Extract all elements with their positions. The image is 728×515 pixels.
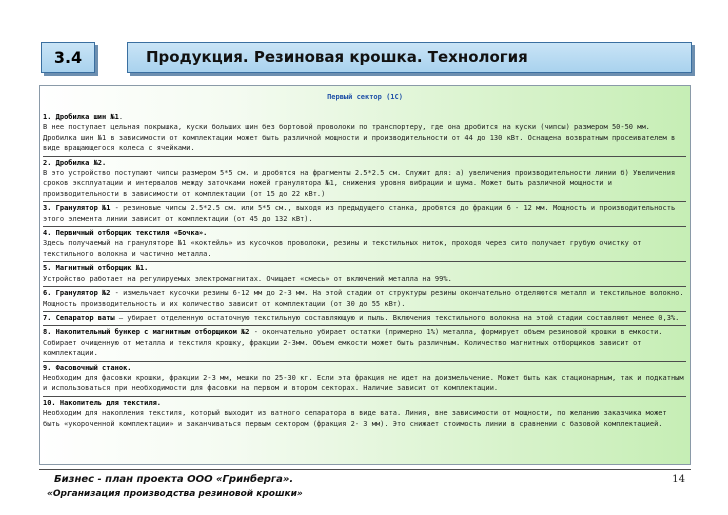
equipment-list — [43, 111, 686, 431]
list-item — [43, 202, 686, 227]
page-title: Продукция. Резиновая крошка. Технология — [146, 48, 528, 66]
item-inline-text: - измельчает кусочки резины 6-12 мм до 2-3 мм. На этой стадии от структуры резины окончательно отделяются металл и текстильное волокно. Мощность производительность и их количество зависит от комплектации (от 30 до 55 кВт). — [43, 289, 684, 308]
list-item — [43, 111, 686, 157]
section-number — [41, 42, 95, 73]
list-item — [43, 227, 686, 262]
item-body: В это устройство поступают чипсы размером 5*5 см. и дробятся на фрагменты 2.5*2.5 см. Служит для: а) увеличения производительности линии б) Увеличения сроков эксплуатации и интервалов между заточками ножей гранулятора №1, снижения уровня вибрации и шума. Может быть различной мощности и производительности в зависимости от комплектации (от 15 до 22 кВт.) — [43, 169, 676, 198]
list-item — [43, 287, 686, 312]
item-heading: 2. Дробилка №2. — [43, 158, 107, 167]
item-body: В нее поступает цельная покрышка, куски больших шин без бортовой проволоки по транспортеру, где она дробится на куски (чипсы) размером 50-50 мм. Дробилка шин №1 в зависимости от комплектации может быть различной мощности и производительности от 44 до 130 кВт. Оснащена возвратным просеивателем в виде вращающегося колеса с ячейками. — [43, 123, 676, 153]
list-item — [43, 326, 686, 361]
footer-divider — [39, 469, 691, 470]
list-item — [43, 362, 686, 397]
item-inline-text: - резиновые чипсы 2.5*2.5 см. или 5*5 см., выходя из предыдущего станка, дробятся до фракции 6 - 12 мм. Мощность и производительность этого элемента линии зависит от комплектации (от 45 до 132 кВт). — [43, 204, 676, 223]
item-inline-text: . — [118, 113, 124, 121]
content-panel — [39, 85, 691, 465]
list-item — [43, 397, 686, 431]
list-item — [43, 312, 686, 326]
item-heading: 5. Магнитный отборщик №1. — [43, 264, 149, 273]
item-heading: 3. Гранулятор №1 — [43, 204, 111, 213]
item-heading: 1. Дробилка шин №1 — [43, 113, 119, 121]
page-header — [127, 42, 692, 73]
item-body: Устройство работает на регулируемых электромагнитах. Очищает «смесь» от включений металла на 99%. — [43, 274, 452, 283]
sector-title: Первый сектор (1С) — [327, 93, 403, 101]
item-heading: 9. Фасовочный станок. — [43, 363, 132, 372]
item-heading: 7. Сепаратор ваты — [43, 313, 115, 322]
section-number-label: 3.4 — [53, 48, 83, 67]
list-item — [43, 262, 686, 287]
item-inline-text: - окончательно убирает остатки (примерно 1%) металла, формирует объем резиновой крошки в емкости. Собирает очищенную от металла и текстиля крошку, фракции 2-3мм. Объем емкости может быть различным. Количество магнитных отборщиков зависит от комплектации. — [43, 328, 663, 358]
item-heading: 4. Первичный отборщик текстиля «Бочка». — [43, 229, 208, 238]
item-heading: 8. Накопительный бункер с магнитным отборщиком №2 — [43, 328, 250, 337]
page-number: 14 — [672, 474, 685, 485]
item-heading: 6. Гранулятор №2 — [43, 289, 111, 298]
item-inline-text: – убирает отделенную остаточную текстильную составляющую и пыль. Включения текстильного волокна на этой стадии составляют менее 0,3%. — [114, 313, 680, 322]
item-body: Здесь получаемый на грануляторе №1 «коктейль» из кусочков проволоки, резины и текстильных ниток, проходя через сито получает грубую очистку от текстильного волокна и частично металла. — [43, 239, 642, 258]
list-item — [43, 157, 686, 203]
item-body: Необходим для накопления текстиля, который выходит из ватного сепаратора в виде вата. Линия, вне зависимости от мощности, по желанию заказчика может быть «укороченной комплектации» и заканчиваться первым сектором (фракция 2- 3 мм). Это снижает стоимость линии в сравнении с базовой комплектацией. — [43, 409, 667, 428]
footer-subtitle: «Организация производства резиновой крошки» — [47, 489, 303, 499]
item-heading: 10. Накопитель для текстиля. — [43, 398, 162, 407]
footer-project: Бизнес - план проекта ООО «Гринберга». — [54, 474, 294, 485]
item-body: Необходим для фасовки крошки, фракции 2-3 мм, мешки по 25-30 кг. Если эта фракция не идет на доизмельчение. Может быть как стационарным, так и подкатным и использоваться при необходимости для фасовки на первом и втором секторах. Наличие зависит от комплектации. — [43, 373, 684, 393]
